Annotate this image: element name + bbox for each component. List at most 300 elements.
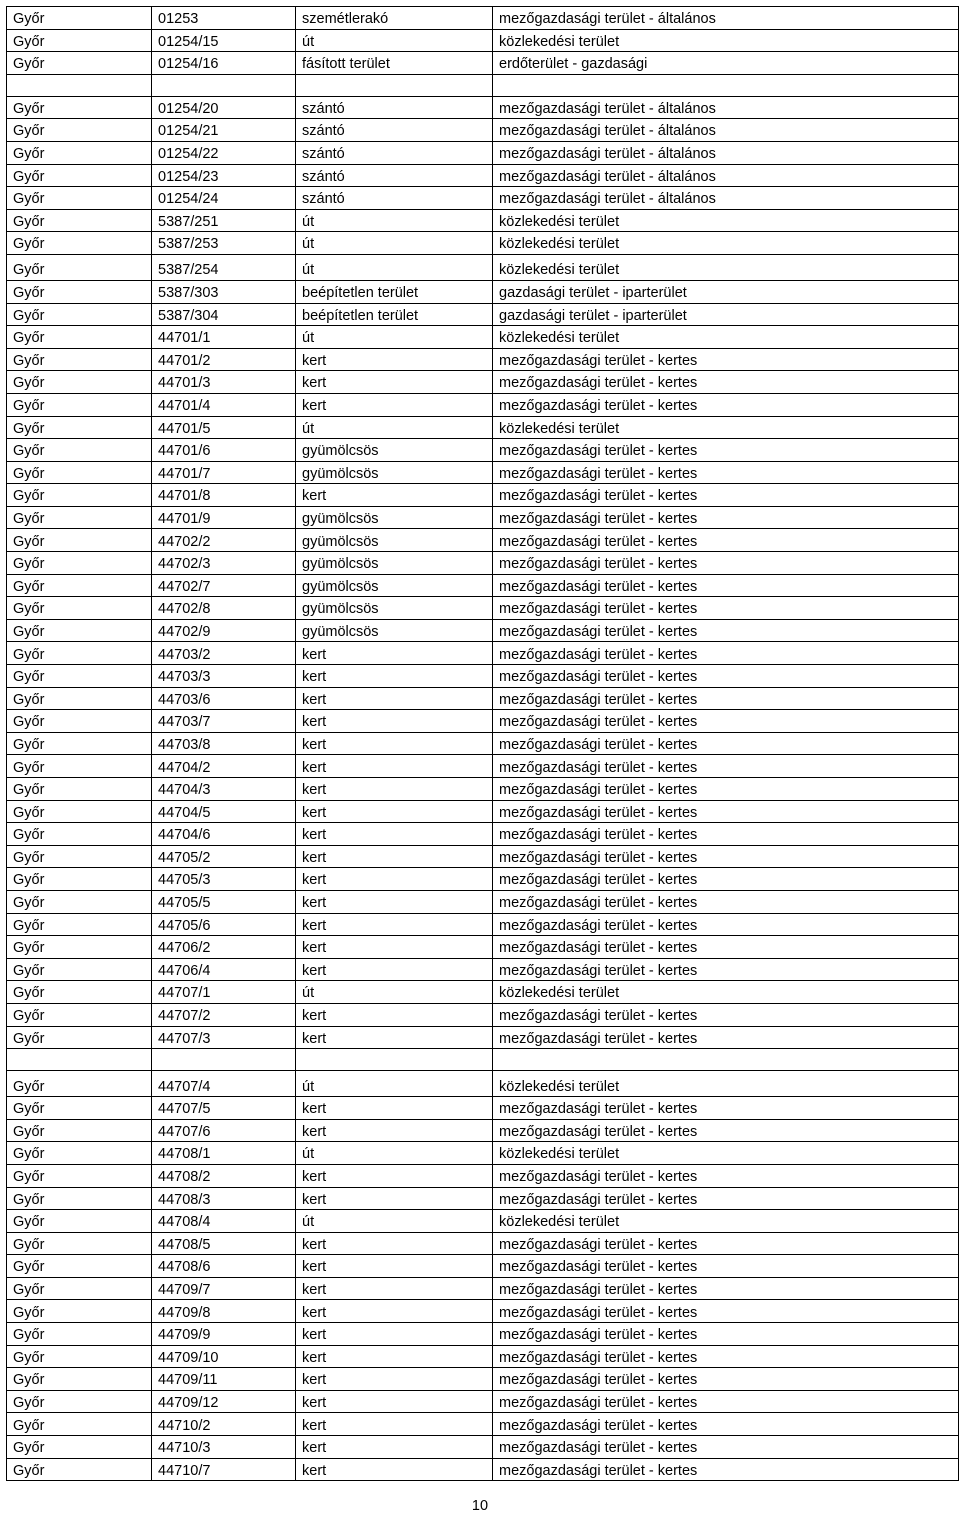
cultivation-cell: szántó xyxy=(296,119,493,142)
parcel-number-cell: 44704/6 xyxy=(152,823,296,846)
table-row xyxy=(7,913,959,936)
parcel-number-cell xyxy=(152,1049,296,1071)
settlement-cell: Győr xyxy=(7,823,152,846)
parcel-number-cell: 44709/12 xyxy=(152,1390,296,1413)
parcel-number-cell: 44709/10 xyxy=(152,1345,296,1368)
cultivation-cell: gyümölcsös xyxy=(296,506,493,529)
settlement-cell: Győr xyxy=(7,303,152,326)
cultivation-cell: szántó xyxy=(296,141,493,164)
zoning-cell: mezőgazdasági terület - kertes xyxy=(493,1187,959,1210)
parcel-number-cell: 01254/23 xyxy=(152,164,296,187)
zoning-cell: mezőgazdasági terület - kertes xyxy=(493,913,959,936)
settlement-cell: Győr xyxy=(7,1003,152,1026)
table-row xyxy=(7,187,959,210)
zoning-cell: mezőgazdasági terület - kertes xyxy=(493,958,959,981)
parcel-number-cell: 44710/7 xyxy=(152,1458,296,1481)
zoning-cell: mezőgazdasági terület - kertes xyxy=(493,461,959,484)
settlement-cell: Győr xyxy=(7,574,152,597)
cultivation-cell: fásított terület xyxy=(296,52,493,75)
zoning-cell: mezőgazdasági terület - kertes xyxy=(493,619,959,642)
zoning-cell: közlekedési terület xyxy=(493,29,959,52)
zoning-cell: mezőgazdasági terület - kertes xyxy=(493,1232,959,1255)
table-row xyxy=(7,484,959,507)
zoning-cell: mezőgazdasági terület - kertes xyxy=(493,890,959,913)
table-row xyxy=(7,1142,959,1165)
table-row xyxy=(7,1368,959,1391)
parcel-number-cell: 44701/7 xyxy=(152,461,296,484)
parcel-number-cell: 44701/3 xyxy=(152,371,296,394)
zoning-cell: mezőgazdasági terület - kertes xyxy=(493,800,959,823)
zoning-cell: mezőgazdasági terület - általános xyxy=(493,141,959,164)
zoning-cell: mezőgazdasági terület - kertes xyxy=(493,574,959,597)
zoning-cell: mezőgazdasági terület - kertes xyxy=(493,1026,959,1049)
table-row xyxy=(7,1003,959,1026)
parcel-number-cell: 44708/5 xyxy=(152,1232,296,1255)
cultivation-cell: kert xyxy=(296,755,493,778)
parcel-number-cell: 01254/16 xyxy=(152,52,296,75)
cultivation-cell: kert xyxy=(296,1119,493,1142)
settlement-cell: Győr xyxy=(7,1026,152,1049)
settlement-cell: Győr xyxy=(7,732,152,755)
table-row xyxy=(7,958,959,981)
settlement-cell: Győr xyxy=(7,710,152,733)
parcel-number-cell: 44708/4 xyxy=(152,1210,296,1233)
table-row xyxy=(7,574,959,597)
cultivation-cell: kert xyxy=(296,1232,493,1255)
settlement-cell: Győr xyxy=(7,755,152,778)
settlement-cell: Győr xyxy=(7,7,152,30)
cultivation-cell: kert xyxy=(296,1390,493,1413)
settlement-cell: Győr xyxy=(7,552,152,575)
settlement-cell: Győr xyxy=(7,461,152,484)
settlement-cell: Győr xyxy=(7,280,152,303)
zoning-cell: mezőgazdasági terület - kertes xyxy=(493,506,959,529)
zoning-cell: mezőgazdasági terület - kertes xyxy=(493,1368,959,1391)
settlement-cell: Győr xyxy=(7,1436,152,1459)
settlement-cell: Győr xyxy=(7,1071,152,1097)
zoning-cell: mezőgazdasági terület - kertes xyxy=(493,1277,959,1300)
settlement-cell: Győr xyxy=(7,371,152,394)
settlement-cell: Győr xyxy=(7,936,152,959)
table-row xyxy=(7,710,959,733)
parcel-number-cell: 44707/4 xyxy=(152,1071,296,1097)
cultivation-cell: kert xyxy=(296,890,493,913)
parcel-number-cell: 01254/24 xyxy=(152,187,296,210)
zoning-cell: mezőgazdasági terület - kertes xyxy=(493,642,959,665)
parcel-number-cell: 5387/254 xyxy=(152,254,296,280)
zoning-cell: mezőgazdasági terület - általános xyxy=(493,96,959,119)
parcel-table xyxy=(6,6,959,1481)
cultivation-cell: kert xyxy=(296,687,493,710)
table-row xyxy=(7,665,959,688)
settlement-cell: Győr xyxy=(7,1300,152,1323)
cultivation-cell: kert xyxy=(296,913,493,936)
parcel-number-cell: 44703/3 xyxy=(152,665,296,688)
zoning-cell: gazdasági terület - iparterület xyxy=(493,303,959,326)
table-row xyxy=(7,1049,959,1071)
cultivation-cell: kert xyxy=(296,348,493,371)
zoning-cell: mezőgazdasági terület - kertes xyxy=(493,1119,959,1142)
settlement-cell: Győr xyxy=(7,254,152,280)
zoning-cell: mezőgazdasági terület - kertes xyxy=(493,484,959,507)
table-row xyxy=(7,687,959,710)
settlement-cell: Győr xyxy=(7,1368,152,1391)
zoning-cell xyxy=(493,74,959,96)
settlement-cell: Győr xyxy=(7,96,152,119)
table-row xyxy=(7,326,959,349)
settlement-cell: Győr xyxy=(7,845,152,868)
cultivation-cell: gyümölcsös xyxy=(296,439,493,462)
table-row xyxy=(7,755,959,778)
table-row xyxy=(7,1210,959,1233)
zoning-cell: mezőgazdasági terület - kertes xyxy=(493,1164,959,1187)
zoning-cell: mezőgazdasági terület - kertes xyxy=(493,1097,959,1120)
settlement-cell xyxy=(7,1049,152,1071)
cultivation-cell: kert xyxy=(296,732,493,755)
zoning-cell: mezőgazdasági terület - kertes xyxy=(493,823,959,846)
zoning-cell: mezőgazdasági terület - kertes xyxy=(493,687,959,710)
cultivation-cell: kert xyxy=(296,710,493,733)
settlement-cell: Győr xyxy=(7,597,152,620)
cultivation-cell: szemétlerakó xyxy=(296,7,493,30)
zoning-cell: mezőgazdasági terület - kertes xyxy=(493,1255,959,1278)
table-row xyxy=(7,393,959,416)
settlement-cell: Győr xyxy=(7,981,152,1004)
parcel-number-cell: 01254/21 xyxy=(152,119,296,142)
settlement-cell: Győr xyxy=(7,29,152,52)
settlement-cell: Győr xyxy=(7,778,152,801)
parcel-number-cell: 44701/9 xyxy=(152,506,296,529)
cultivation-cell: út xyxy=(296,209,493,232)
parcel-number-cell: 01254/22 xyxy=(152,141,296,164)
parcel-number-cell: 44707/6 xyxy=(152,1119,296,1142)
parcel-number-cell: 44707/3 xyxy=(152,1026,296,1049)
table-row xyxy=(7,371,959,394)
table-row xyxy=(7,416,959,439)
cultivation-cell: kert xyxy=(296,1026,493,1049)
cultivation-cell: gyümölcsös xyxy=(296,619,493,642)
parcel-number-cell: 44701/1 xyxy=(152,326,296,349)
zoning-cell: mezőgazdasági terület - általános xyxy=(493,164,959,187)
settlement-cell: Győr xyxy=(7,1142,152,1165)
cultivation-cell: út xyxy=(296,254,493,280)
settlement-cell: Győr xyxy=(7,1255,152,1278)
zoning-cell: közlekedési terület xyxy=(493,1210,959,1233)
parcel-number-cell: 44707/1 xyxy=(152,981,296,1004)
cultivation-cell: út xyxy=(296,1071,493,1097)
settlement-cell xyxy=(7,74,152,96)
zoning-cell: közlekedési terület xyxy=(493,232,959,255)
parcel-number-cell: 44705/6 xyxy=(152,913,296,936)
zoning-cell: mezőgazdasági terület - kertes xyxy=(493,597,959,620)
table-row xyxy=(7,348,959,371)
settlement-cell: Győr xyxy=(7,1164,152,1187)
cultivation-cell: kert xyxy=(296,665,493,688)
parcel-number-cell: 44702/9 xyxy=(152,619,296,642)
table-row xyxy=(7,74,959,96)
parcel-number-cell: 44705/3 xyxy=(152,868,296,891)
parcel-number-cell: 44708/1 xyxy=(152,1142,296,1165)
cultivation-cell: gyümölcsös xyxy=(296,529,493,552)
settlement-cell: Győr xyxy=(7,619,152,642)
settlement-cell: Győr xyxy=(7,1232,152,1255)
parcel-number-cell: 44701/2 xyxy=(152,348,296,371)
zoning-cell: közlekedési terület xyxy=(493,209,959,232)
parcel-number-cell: 5387/251 xyxy=(152,209,296,232)
cultivation-cell: kert xyxy=(296,1436,493,1459)
settlement-cell: Győr xyxy=(7,1277,152,1300)
parcel-number-cell: 5387/304 xyxy=(152,303,296,326)
settlement-cell: Győr xyxy=(7,1210,152,1233)
cultivation-cell: kert xyxy=(296,823,493,846)
table-row xyxy=(7,981,959,1004)
settlement-cell: Győr xyxy=(7,1323,152,1346)
cultivation-cell: út xyxy=(296,981,493,1004)
cultivation-cell: kert xyxy=(296,1187,493,1210)
table-row xyxy=(7,96,959,119)
settlement-cell: Győr xyxy=(7,890,152,913)
cultivation-cell: kert xyxy=(296,1368,493,1391)
zoning-cell: mezőgazdasági terület - kertes xyxy=(493,868,959,891)
zoning-cell xyxy=(493,1049,959,1071)
cultivation-cell: kert xyxy=(296,484,493,507)
settlement-cell: Győr xyxy=(7,187,152,210)
cultivation-cell: beépítetlen terület xyxy=(296,280,493,303)
settlement-cell: Győr xyxy=(7,52,152,75)
table-row xyxy=(7,303,959,326)
parcel-number-cell: 44701/5 xyxy=(152,416,296,439)
zoning-cell: mezőgazdasági terület - kertes xyxy=(493,1345,959,1368)
settlement-cell: Győr xyxy=(7,1458,152,1481)
page-number: 10 xyxy=(471,1498,489,1514)
parcel-number-cell: 44703/8 xyxy=(152,732,296,755)
parcel-number-cell: 01253 xyxy=(152,7,296,30)
settlement-cell: Győr xyxy=(7,484,152,507)
table-row xyxy=(7,597,959,620)
cultivation-cell: kert xyxy=(296,1097,493,1120)
zoning-cell: mezőgazdasági terület - kertes xyxy=(493,439,959,462)
zoning-cell: mezőgazdasági terület - kertes xyxy=(493,1300,959,1323)
cultivation-cell: út xyxy=(296,232,493,255)
cultivation-cell: út xyxy=(296,1142,493,1165)
cultivation-cell: kert xyxy=(296,1458,493,1481)
table-row xyxy=(7,1345,959,1368)
settlement-cell: Győr xyxy=(7,209,152,232)
zoning-cell: közlekedési terület xyxy=(493,981,959,1004)
parcel-number-cell: 44701/4 xyxy=(152,393,296,416)
cultivation-cell: út xyxy=(296,29,493,52)
table-row xyxy=(7,254,959,280)
settlement-cell: Győr xyxy=(7,687,152,710)
table-row xyxy=(7,119,959,142)
settlement-cell: Győr xyxy=(7,1345,152,1368)
settlement-cell: Győr xyxy=(7,393,152,416)
table-row xyxy=(7,845,959,868)
zoning-cell: mezőgazdasági terület - kertes xyxy=(493,371,959,394)
table-row xyxy=(7,1413,959,1436)
table-row xyxy=(7,1097,959,1120)
table-row xyxy=(7,1164,959,1187)
settlement-cell: Győr xyxy=(7,326,152,349)
cultivation-cell: kert xyxy=(296,1300,493,1323)
settlement-cell: Győr xyxy=(7,439,152,462)
zoning-cell: mezőgazdasági terület - kertes xyxy=(493,710,959,733)
cultivation-cell: kert xyxy=(296,371,493,394)
table-row xyxy=(7,439,959,462)
zoning-cell: mezőgazdasági terület - kertes xyxy=(493,1436,959,1459)
zoning-cell: mezőgazdasági terület - kertes xyxy=(493,665,959,688)
table-row xyxy=(7,29,959,52)
parcel-number-cell: 44710/3 xyxy=(152,1436,296,1459)
cultivation-cell: kert xyxy=(296,778,493,801)
cultivation-cell: út xyxy=(296,416,493,439)
cultivation-cell: kert xyxy=(296,642,493,665)
zoning-cell: mezőgazdasági terület - kertes xyxy=(493,1413,959,1436)
parcel-number-cell: 44709/9 xyxy=(152,1323,296,1346)
settlement-cell: Győr xyxy=(7,1097,152,1120)
zoning-cell: közlekedési terület xyxy=(493,1142,959,1165)
parcel-number-cell: 44701/6 xyxy=(152,439,296,462)
parcel-number-cell: 44705/2 xyxy=(152,845,296,868)
table-row xyxy=(7,936,959,959)
cultivation-cell: kert xyxy=(296,1255,493,1278)
zoning-cell: mezőgazdasági terület - általános xyxy=(493,119,959,142)
table-row xyxy=(7,1436,959,1459)
zoning-cell: mezőgazdasági terület - kertes xyxy=(493,529,959,552)
parcel-number-cell: 44708/6 xyxy=(152,1255,296,1278)
zoning-cell: közlekedési terület xyxy=(493,326,959,349)
zoning-cell: mezőgazdasági terület - kertes xyxy=(493,1458,959,1481)
table-row xyxy=(7,52,959,75)
cultivation-cell: kert xyxy=(296,1003,493,1026)
cultivation-cell xyxy=(296,74,493,96)
settlement-cell: Győr xyxy=(7,665,152,688)
parcel-number-cell: 44709/11 xyxy=(152,1368,296,1391)
cultivation-cell: kert xyxy=(296,393,493,416)
zoning-cell: mezőgazdasági terület - kertes xyxy=(493,755,959,778)
cultivation-cell: kert xyxy=(296,1413,493,1436)
table-row xyxy=(7,529,959,552)
cultivation-cell: gyümölcsös xyxy=(296,574,493,597)
table-row xyxy=(7,1300,959,1323)
settlement-cell: Győr xyxy=(7,164,152,187)
table-row xyxy=(7,868,959,891)
table-row xyxy=(7,164,959,187)
parcel-number-cell: 44702/3 xyxy=(152,552,296,575)
cultivation-cell: gyümölcsös xyxy=(296,461,493,484)
cultivation-cell: szántó xyxy=(296,164,493,187)
parcel-number-cell: 44709/8 xyxy=(152,1300,296,1323)
parcel-number-cell: 44704/2 xyxy=(152,755,296,778)
parcel-number-cell: 44701/8 xyxy=(152,484,296,507)
parcel-number-cell: 44707/5 xyxy=(152,1097,296,1120)
settlement-cell: Győr xyxy=(7,232,152,255)
parcel-number-cell: 44702/8 xyxy=(152,597,296,620)
zoning-cell: közlekedési terület xyxy=(493,254,959,280)
zoning-cell: mezőgazdasági terület - kertes xyxy=(493,393,959,416)
table-row xyxy=(7,141,959,164)
parcel-number-cell: 44706/2 xyxy=(152,936,296,959)
settlement-cell: Győr xyxy=(7,348,152,371)
settlement-cell: Győr xyxy=(7,506,152,529)
settlement-cell: Győr xyxy=(7,642,152,665)
table-row xyxy=(7,778,959,801)
zoning-cell: mezőgazdasági terület - kertes xyxy=(493,1003,959,1026)
table-row xyxy=(7,823,959,846)
parcel-number-cell: 44705/5 xyxy=(152,890,296,913)
table-row xyxy=(7,7,959,30)
table-row xyxy=(7,1458,959,1481)
cultivation-cell: kert xyxy=(296,1323,493,1346)
zoning-cell: mezőgazdasági terület - kertes xyxy=(493,936,959,959)
cultivation-cell: kert xyxy=(296,936,493,959)
table-row xyxy=(7,1187,959,1210)
cultivation-cell: kert xyxy=(296,958,493,981)
cultivation-cell: szántó xyxy=(296,187,493,210)
zoning-cell: mezőgazdasági terület - általános xyxy=(493,187,959,210)
zoning-cell: mezőgazdasági terület - általános xyxy=(493,7,959,30)
table-row xyxy=(7,1232,959,1255)
table-row xyxy=(7,506,959,529)
table-row xyxy=(7,1277,959,1300)
table-row xyxy=(7,1390,959,1413)
table-row xyxy=(7,461,959,484)
zoning-cell: gazdasági terület - iparterület xyxy=(493,280,959,303)
zoning-cell: mezőgazdasági terület - kertes xyxy=(493,552,959,575)
table-row xyxy=(7,1026,959,1049)
parcel-number-cell: 44703/2 xyxy=(152,642,296,665)
table-row xyxy=(7,1323,959,1346)
cultivation-cell: út xyxy=(296,1210,493,1233)
cultivation-cell: beépítetlen terület xyxy=(296,303,493,326)
settlement-cell: Győr xyxy=(7,1119,152,1142)
settlement-cell: Győr xyxy=(7,800,152,823)
table-row xyxy=(7,890,959,913)
parcel-number-cell: 44710/2 xyxy=(152,1413,296,1436)
parcel-number-cell: 44703/7 xyxy=(152,710,296,733)
parcel-number-cell: 44704/5 xyxy=(152,800,296,823)
cultivation-cell: kert xyxy=(296,868,493,891)
cultivation-cell: kert xyxy=(296,1164,493,1187)
parcel-number-cell: 44709/7 xyxy=(152,1277,296,1300)
zoning-cell: mezőgazdasági terület - kertes xyxy=(493,845,959,868)
zoning-cell: mezőgazdasági terület - kertes xyxy=(493,348,959,371)
parcel-number-cell: 44702/2 xyxy=(152,529,296,552)
table-row xyxy=(7,552,959,575)
zoning-cell: erdőterület - gazdasági xyxy=(493,52,959,75)
table-row xyxy=(7,732,959,755)
zoning-cell: mezőgazdasági terület - kertes xyxy=(493,1390,959,1413)
parcel-number-cell: 44703/6 xyxy=(152,687,296,710)
table-row xyxy=(7,280,959,303)
parcel-number-cell: 01254/20 xyxy=(152,96,296,119)
table-row xyxy=(7,1255,959,1278)
parcel-number-cell: 5387/253 xyxy=(152,232,296,255)
table-row xyxy=(7,642,959,665)
table-row xyxy=(7,209,959,232)
settlement-cell: Győr xyxy=(7,1390,152,1413)
zoning-cell: közlekedési terület xyxy=(493,416,959,439)
parcel-number-cell xyxy=(152,74,296,96)
settlement-cell: Győr xyxy=(7,913,152,936)
parcel-number-cell: 44708/3 xyxy=(152,1187,296,1210)
settlement-cell: Győr xyxy=(7,416,152,439)
table-row xyxy=(7,1071,959,1097)
parcel-table-body xyxy=(7,7,959,1481)
table-row xyxy=(7,232,959,255)
parcel-number-cell: 44707/2 xyxy=(152,1003,296,1026)
parcel-number-cell: 44702/7 xyxy=(152,574,296,597)
